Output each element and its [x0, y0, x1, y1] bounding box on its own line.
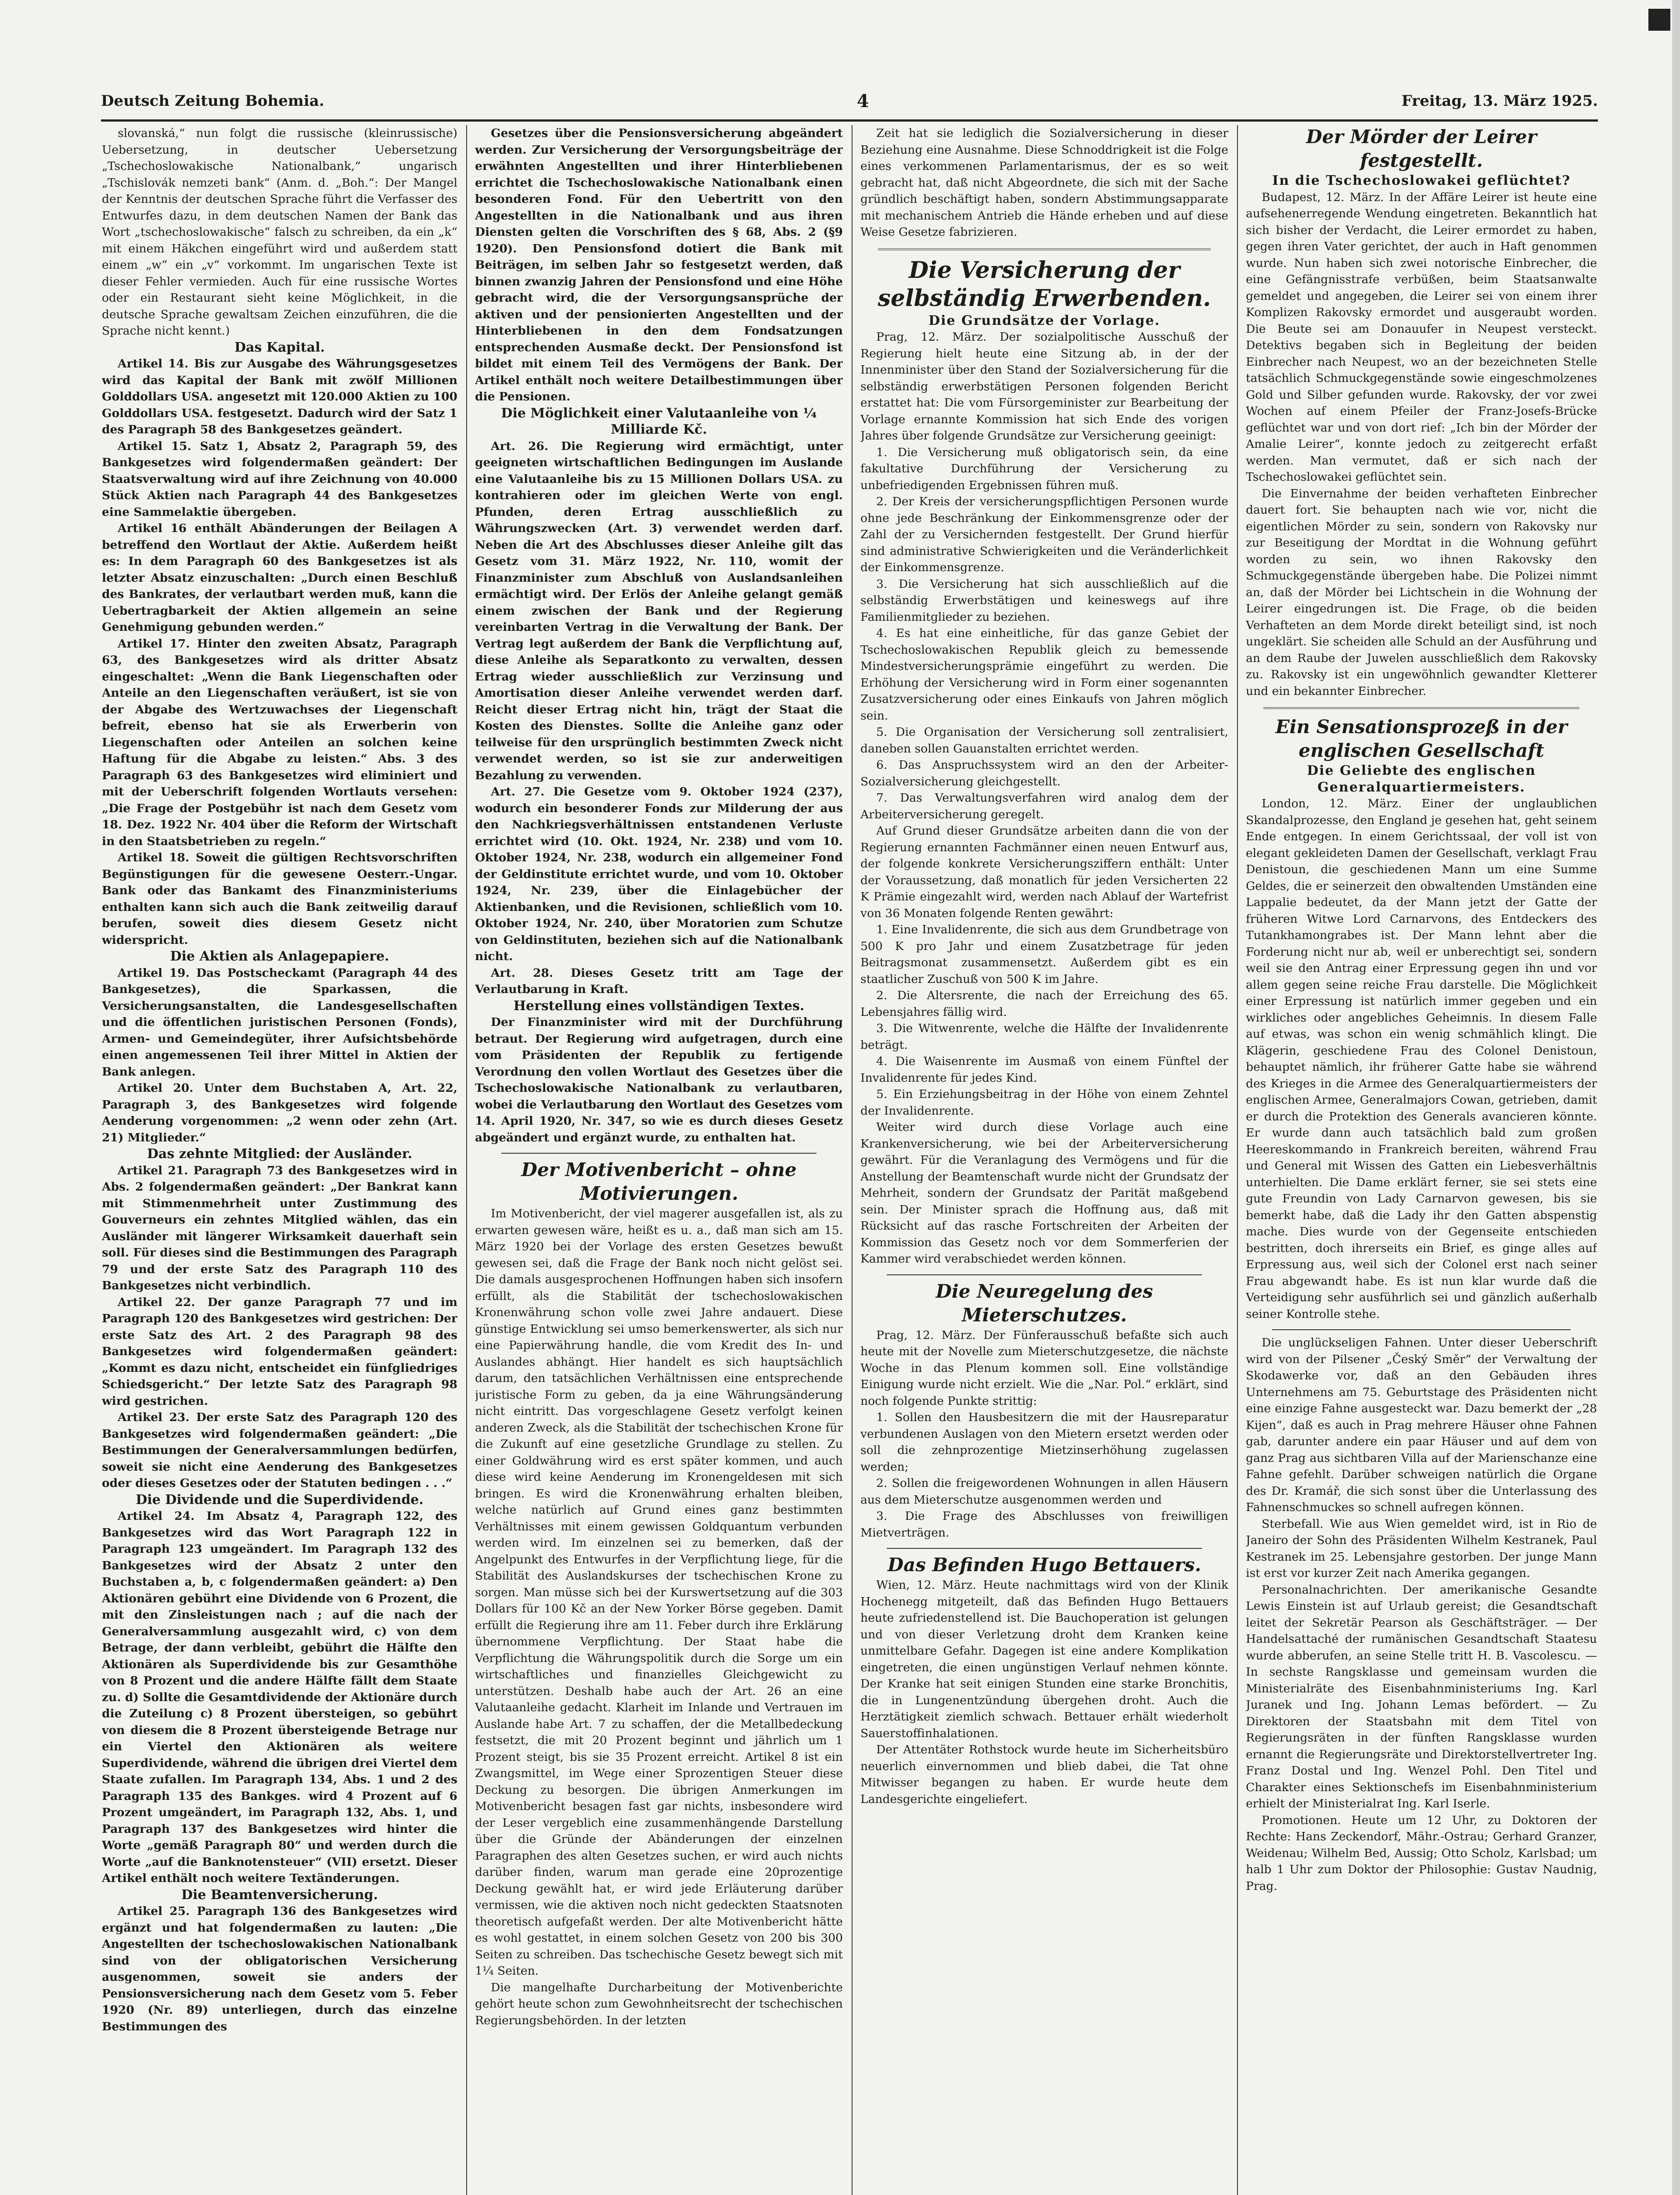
article-paragraph: Artikel 19. Das Postscheckamt (Paragraph 44 des Bankgesetzes), die Sparkassen, die Versicherungsanstalten, die Landesgesellschaften und die öffentlichen juristischen Personen (Fonds), Armen- und Gemeindegüter, ihrer Aufsichtsbehörde einen angemessenen Teil ihrer Mittel in Aktien der Bank anlegen. [102, 966, 457, 1079]
column-divider [466, 125, 467, 2195]
subheadline: In die Tschechoslowakei geflüchtet? [1272, 173, 1571, 188]
divider-line [887, 1548, 1202, 1549]
column-divider [852, 125, 853, 2195]
list-item: 3. Die Witwenrente, welche die Hälfte der Invalidenrente beträgt. [860, 1022, 1228, 1052]
divider-line [1272, 1329, 1571, 1330]
divider-line [501, 1153, 817, 1154]
issue-date: Freitag, 13. März 1925. [1401, 92, 1598, 110]
paragraph: Weiter wird durch diese Vorlage auch eine Krankenversicherung, wie bei der Arbeiterversicherung gewährt. Für die Veranlagung des Vermögens und für die Anstellung der Beamtenschaft wurde nicht der Grundsatz der Mehrheit, sondern der Grundsatz der Parität maßgebend sein. Der Minister sprach die Hoffnung aus, daß mit Rücksicht auf das rasche Fortschreiten der Arbeiten der Kommission das Gesetz noch vor dem Sommerferien der Kammer wird verabschiedet werden können. [860, 1120, 1228, 1266]
article-paragraph: Art. 28. Dieses Gesetz tritt am Tage der Verlautbarung in Kraft. [475, 966, 843, 996]
headline-mieterschutz: Die Neuregelung des Mieterschutzes. [935, 1280, 1153, 1326]
paragraph: Die unglückseligen Fahnen. Unter dieser Ueberschrift wird von der Pilsener „Český Směr“ der Verwaltung der Skodawerke vor, daß an den Gebäuden ihres Unternehmens am 75. Geburtstage des Präsidenten nicht eine einzige Fahne ausgesteckt war. Dazu bemerkt der „28 Kijen“, daß es auch in Prag mehrere Häuser ohne Fahnen gab, darunter andere ein paar Häuser und auf dem von ganz Prag aus sichtbaren Villa auf der Marienschanze eine Fahne gefehlt. Darüber schweigen natürlich die Organe des Dr. Kramář, die sich sonst über die Unterlassung des Fahnenschmuckes so schnell aufregen können. [1246, 1336, 1597, 1514]
paragraph: Der Attentäter Rothstock wurde heute im Sicherheitsbüro neuerlich einvernommen und blieb dabei, die Tat ohne Mitwisser begangen zu haben. Er wurde heute dem Landesgerichte eingeliefert. [860, 1743, 1228, 1806]
article-paragraph: Der Finanzminister wird mit der Durchführung betraut. Der Regierung wird aufgetragen, durch eine vom Präsidenten der Republik zu fertigende Verordnung den vollen Wortlaut des Gesetzes über die Tschechoslowakische Nationalbank zu verlautbaren, wobei die Verlautbarung den Wortlaut des Gesetzes vom 14. April 1920, Nr. 347, so wie es durch dieses Gesetz abgeändert und ergänzt wurde, zu enthalten hat. [475, 1015, 843, 1144]
column-divider [1237, 125, 1238, 2195]
paragraph: Prag, 12. März. Der sozialpolitische Ausschuß der Regierung hielt heute eine Sitzung ab, in der der Innenminister über den Stand der Sozialversicherung für die selbständig erwerbstätigen Personen folgenden Bericht erstattet hat: Die vom Fürsorgeminister zur Bearbeitung der Vorlage ernannte Kommission hat sich Ende des vorigen Jahres über folgende Grundsätze zur Versicherung geeinigt: [860, 330, 1228, 443]
article-paragraph: Gesetzes über die Pensionsversicherung abgeändert werden. Zur Versicherung der Versorgungsbeiträge der erwähnten Angestellten und ihrer Hinterbliebenen errichtet die Tschechoslowakische Nationalbank einen besonderen Fond. Für den Uebertritt von den Angestellten in die Nationalbank und aus ihren Diensten gelten die Vorschriften des § 68, Abs. 2 (§9 1920). Den Pensionsfond dotiert die Bank mit Beiträgen, im selben Jahr so festgesetzt werden, daß binnen zwanzig Jahren der Pensionsfond und eine Höhe gebracht wird, die der Versorgungsansprüche der aktiven und der pensionierten Angestellten und der Hinterbliebenen in den dem Fondsatzungen entsprechenden Ausmaße deckt. Der Pensionsfond ist bildet mit einem Teil des Vermögens der Bank. Der Artikel enthält noch weitere Detailbestimmungen über die Pensionen. [475, 126, 843, 403]
section-heading: Die Möglichkeit einer Valutaanleihe von ¼ Milliarde Kč. [501, 405, 817, 437]
section-heading: Das zehnte Mitglied: der Ausländer. [147, 1146, 413, 1162]
subheadline: Die Geliebte des englischen Generalquartiermeisters. [1307, 763, 1536, 795]
paragraph: slovanská,“ nun folgt die russische (kleinrussische) Uebersetzung, in deutscher Uebersetzung „Tschechoslowakische Nationalbank,“ ungarisch „Tschislovák nemzeti bank“ (Anm. d. „Boh.“: Der Mangel der Kenntnis der deutschen Sprache führt die Verfasser des Entwurfes dazu, in dem deutschen Namen der Bank das Wort „tschechoslowakische“ falsch zu schreiben, da ein „k“ mit einem Häkchen eingeführt wird und außerdem statt einem „w“ ein „v“ vorkommt. Im ungarischen Texte ist dieser Fehler vermieden. Auch für eine russische Wortes oder ein Restaurant sieht keine Möglichkeit, in die deutsche Sprache gewaltsam Zeichen einzuführen, die die Sprache nicht kennt.) [102, 126, 457, 338]
headline-sensationsprozess: Ein Sensationsprozeß in der englischen Gesellschaft [1275, 716, 1568, 761]
article-paragraph: Art. 26. Die Regierung wird ermächtigt, unter geeigneten wirtschaftlichen Bedingungen im Auslande eine Valutaanleihe bis zu 15 Millionen Dollars USA. zu kontrahieren oder im gleichen Werte von engl. Pfunden, deren Ertrag ausschließlich zu Währungszwecken (Art. 3) verwendet werden darf. Neben die Art des Abschlusses dieser Anleihe gilt das Gesetz vom 31. März 1922, Nr. 110, womit der Finanzminister zum Abschluß von Auslandsanleihen ermächtigt wird. Der Erlös der Anleihe gelangt gemäß einem zwischen der Bank und der Regierung vereinbarten Vertrag in die Verwaltung der Bank. Der Vertrag legt außerdem der Bank die Verpflichtung auf, diese Anleihe als Separatkonto zu verwalten, dessen Ertrag wieder ausschließlich zur Verzinsung und Amortisation dieser Anleihe verwendet werden darf. Reicht dieser Ertrag nicht hin, trägt der Staat die Kosten des Dienstes. Sollte die Anleihe ganz oder teilweise für den ursprünglich bestimmten Zweck nicht verwendet werden, so ist sie zur anderweitigen Bezahlung zu verwenden. [475, 439, 843, 782]
paragraph: Prag, 12. März. Der Fünferausschuß befaßte sich auch heute mit der Novelle zum Mieterschutzgesetze, die nächste Woche in das Plenum kommen soll. Eine vollständige Einigung wurde nicht erzielt. Wie die „Nar. Pol.“ erklärt, sind noch folgende Punkte strittig: [860, 1328, 1228, 1408]
divider-line [1263, 707, 1579, 709]
list-item: 2. Der Kreis der versicherungspflichtigen Personen wurde ohne jede Beschränkung der Einkommensgrenze oder der Zahl der zu Versichernden festgestellt. Der Grund hierfür sind administrative Schwierigkeiten und die Veränderlichkeit der Einkommensgrenze. [860, 495, 1228, 574]
paragraph: Wien, 12. März. Heute nachmittags wird von der Klinik Hochenegg mitgeteilt, daß das Befinden Hugo Bettauers heute zufriedenstellend ist. Die Bauchoperation ist gelungen und von dieser Verletzung droht dem Kranken keine unmittelbare Gefahr. Dagegen ist eine andere Komplikation eingetreten, die einen ungünstigen Verlauf nehmen könnte. Der Kranke hat seit einigen Stunden eine starke Bronchitis, die in Lungenentzündung übergehen droht. Auch die Herztätigkeit ziemlich schwach. Bettauer erhält wiederholt Sauerstoffinhalationen. [860, 1578, 1228, 1740]
article-paragraph: Artikel 17. Hinter den zweiten Absatz, Paragraph 63, des Bankgesetzes wird als dritter Absatz eingeschaltet: „Wenn die Bank Liegenschaften oder Anteile an den Liegenschaften veräußert, ist sie von der Abgabe des Wertzuwachses der Liegenschaft befreit, ebenso hat sie als Erwerberin von Liegenschaften oder Anteilen an solchen keine Haftung für die Abgabe zu leisten.“ Abs. 3 des Paragraph 63 des Bankgesetzes wird eliminiert und mit der Ueberschrift folgenden Wortlauts versehen: „Die Frage der Postgebühr ist nach dem Gesetz vom 18. Dez. 1922 Nr. 404 über die Reform der Wirtschaft in den Staatsbetrieben zu regeln.“ [102, 637, 457, 848]
column-2 [475, 125, 843, 2195]
list-item: 1. Die Versicherung muß obligatorisch sein, da eine fakultative Durchführung der Versicherung zu unbefriedigenden Ergebnissen führen muß. [860, 445, 1228, 492]
header-rule [101, 119, 1598, 122]
page-header [101, 86, 1598, 116]
paragraph: Sterbefall. Wie aus Wien gemeldet wird, ist in Rio de Janeiro der Sohn des Präsidenten Wilhelm Kestranek, Paul Kestranek im 25. Lebensjahre gestorben. Der junge Mann ist erst vor kurzer Zeit nach Amerika gegangen. [1246, 1517, 1597, 1580]
paragraph: Budapest, 12. März. In der Affäre Leirer ist heute eine aufsehenerregende Wendung eingetreten. Bekanntlich hat sich bisher der Verdacht, die Leirer ermordet zu haben, gegen ihren Vater gerichtet, der auch in Haft genommen wurde. Nun haben sich zwei notorische Einbrecher, die eine Gefängnisstrafe verbüßen, beim Staatsanwalte gemeldet und angegeben, die Leirer sei von einem ihrer Komplizen Rakovsky ermordet und ausgeraubt worden. Die Beute sei am Donauufer in Neupest versteckt. Detektivs begaben sich in Begleitung der beiden Einbrecher nach Neupest, wo an der bezeichneten Stelle tatsächlich Schmuckgegenstände sowie eingeschmolzenes Gold und Silber gefunden wurde. Rakovsky, der vor zwei Wochen auf einem Pfeiler der Franz-Josefs-Brücke geflüchtet war und von dort rief: „Ich bin der Mörder der Amalie Leirer“, konnte jedoch zu zeitgerecht erfaßt werden. Man vermutet, daß er sich nach der Tschechoslowakei geflüchtet sein. [1246, 190, 1597, 484]
scan-binding-edge [1672, 0, 1680, 2195]
divider-line [887, 1274, 1202, 1275]
list-item: 5. Die Organisation der Versicherung soll zentralisiert, daneben sollen Gauanstalten errichtet werden. [860, 725, 1228, 756]
list-item: 3. Die Frage des Abschlusses von freiwilligen Mietverträgen. [860, 1509, 1228, 1540]
paragraph: Die mangelhafte Durcharbeitung der Motivenberichte gehört heute schon zum Gewohnheitsrecht der tschechischen Regierungsbehörden. In der letzten [475, 1980, 843, 2027]
list-item: 4. Es hat eine einheitliche, für das ganze Gebiet der Tschechoslowakischen Republik gleich zu bemessende Mindestversicherungsprämie eingeführt zu werden. Die Erhöhung der Versicherung wird in Form einer sogenannten Zusatzversicherung oder eines Einkaufs von Jahren möglich sein. [860, 626, 1228, 723]
paragraph: Personalnachrichten. Der amerikanische Gesandte Lewis Einstein ist auf Urlaub gereist; die Gesandtschaft leitet der Sekretär Pearson als Geschäftsträger. — Der Handelsattaché der rumänischen Gesandtschaft Staatesu wurde abberufen, an seine Stelle tritt H. B. Vascolescu. — In sechste Rangsklasse und gemeinsam wurden die Ministerialräte des Eisenbahnministeriums Ing. Karl Juranek und Ing. Johann Lemas befördert. — Zu Direktoren der Staatsbahn mit dem Titel von Regierungsräten in der fünften Rangsklasse wurden ernannt die Regierungsräte und Direktorstellvertreter Ing. Franz Dostal und Ing. Wenzel Pohl. Den Titel und Charakter eines Sektionschefs im Eisenbahnministerium erhielt der Ministerialrat Ing. Karl Iserle. [1246, 1583, 1597, 1810]
column-3 [860, 125, 1228, 2195]
paragraph: Im Motivenbericht, der viel magerer ausgefallen ist, als zu erwarten gewesen wäre, heißt es u. a., daß man sich am 15. März 1920 bei der Vorlage des ersten Gesetzes bewußt gewesen sei, daß die Frage der Bank noch nicht gelöst sei. Die damals ausgesprochenen Hoffnungen haben sich insofern erfüllt, als die Stabilität der tschechoslowakischen Kronenwährung schon volle zwei Jahre andauert. Diese günstige Entwicklung sei umso bemerkenswerter, als sich nur eine Papierwährung handle, die vom Kredit des In- und Auslandes abhängt. Hier handelt es sich hauptsächlich darum, den tatsächlichen Verhältnissen eine entsprechende juristische Form zu geben, da ja eine Währungsänderung nicht eintritt. Das vorgeschlagene Gesetz verfolgt keinen anderen Zweck, als die Stabilität der tschechischen Krone für die Zukunft auf eine gesetzliche Grundlage zu stellen. Zu einer Goldwährung wird es erst später kommen, und auch diese wird keine Aenderung im Kronengeldesen mit sich bringen. Es wird die Kronenwährung erhalten bleiben, welche natürlich auf Grund eines ganz bestimmten Verhältnisses mit einem gewissen Goldquantum verbunden werden wird. Im einzelnen sei zu bemerken, daß der Angelpunkt des Entwurfes in der Verpflichtung liege, für die Stabilität des Auslandskurses der tschechischen Krone zu sorgen. Man müsse sich bei der Kurswertsetzung auf die 303 Dollars für 100 Kč an der New Yorker Börse gegeben. Damit erfüllt die Regierung ihre am 11. Feber durch ihre Erklärung übernommene Verpflichtung. Der Staat habe die Verpflichtung die Währungspolitik durch die Sorge um ein wirtschaftliches und finanzielles Gleichgewicht zu unterstützen. Deshalb habe auch der Art. 26 an eine Valutaanleihe gedacht. Klarheit im Inlande und Vertrauen im Auslande habe Art. 7 zu schaffen, der die Metallbedeckung festsetzt, die mit 20 Prozent beginnt und jährlich um 1 Prozent steigt, bis sie 35 Prozent erreicht. Artikel 8 ist ein Zwangsmittel, im Wege einer Sprozentigen Steuer diese Deckung zu besorgen. Die übrigen Anmerkungen im Motivenbericht besagen fast gar nichts, insbesondere wird der Leser vergeblich eine zusammenhängende Darstellung über die Gründe der Abänderungen der einzelnen Paragraphen des alten Gesetzes suchen, er wird auch nichts darüber finden, warum man gerade eine 20prozentige Deckung gewählt hat, er wird jede Erläuterung darüber vermissen, wie die aktiven noch nicht gedeckten Staatsnoten theoretisch aufgefaßt werden. Der alte Motivenbericht hätte es wohl gestattet, in einem solchen Gesetz von 200 bis 300 Seiten zu schreiben. Das tschechische Gesetz bewegt sich mit 1¼ Seiten. [475, 1207, 843, 1978]
section-heading: Die Beamtenversicherung. [181, 1887, 378, 1903]
list-item: 5. Ein Erziehungsbeitrag in der Höhe von einem Zehntel der Invalidenrente. [860, 1087, 1228, 1118]
article-paragraph: Artikel 14. Bis zur Ausgabe des Währungsgesetzes wird das Kapital der Bank mit zwölf Millionen Golddollars USA. angesetzt mit 120.000 Aktien zu 100 Golddollars USA. festgesetzt. Dadurch wird der Satz 1 des Paragraph 58 des Bankgesetzes geändert. [102, 357, 457, 436]
list-item: 1. Sollen den Hausbesitzern die mit der Hausreparatur verbundenen Auslagen von den Mietern ersetzt werden oder soll die zehnprozentige Mietzinserhöhung zugelassen werden; [860, 1411, 1228, 1474]
article-paragraph: Artikel 21. Paragraph 73 des Bankgesetzes wird in Abs. 2 folgendermaßen geändert: „Der Bankrat kann mit Stimmenmehrheit unter Zustimmung des Gouverneurs ein zehntes Mitglied wählen, das ein Ausländer mit längerer Wirksamkeit dauerhaft sein soll. Für dieses sind die Bestimmungen des Paragraph 79 und der erste Satz des Paragraph 110 des Bankgesetzes nicht verbindlich. [102, 1163, 457, 1292]
article-paragraph: Artikel 20. Unter dem Buchstaben A, Art. 22, Paragraph 3, des Bankgesetzes wird folgende Aenderung vorgenommen: „2 wenn oder zehn (Art. 21) Mitglieder.“ [102, 1081, 457, 1144]
paragraph: London, 12. März. Einer der unglaublichen Skandalprozesse, den England je gesehen hat, geht seinem Ende entgegen. In einem Gerichtssaal, der voll ist von elegant gekleideten Damen der Gesellschaft, verklagt Frau Denistoun, die geschiedenen Mann um eine Summe Geldes, die er seinerzeit den obwaltenden Umständen eine Lappalie bedeutet, da der Mann jetzt der Gatte der früheren Witwe Lord Carnarvons, des Entdeckers des Tutankhamongrabes ist. Der Mann lehnt aber die Forderung nicht nur ab, weil er unberechtigt sei, sondern weil sie den Antrag einer Erpressung gegen ihn und vor allem gegen seine reiche Frau darstelle. Die Möglichkeit einer Erpressung ist natürlich immer gegeben und ein wirkliches oder angebliches Geheimnis. In diesem Falle auf etwas, was schon ein wenig schmählich klingt. Die Klägerin, geschiedene Frau des Colonel Denistoun, behauptet nämlich, ihr früherer Gatte habe sie während des Krieges in die Armee des Generalquartiermeisters der englischen Armee, Generalmajors Cowan, getrieben, damit er durch die Protektion des Generals avancieren könnte. Er wurde dann auch tatsächlich bald zum großen Heereskommando in Frankreich bereiten, während Frau und General mit Wissen des Gatten ein Liebesverhältnis unterhielten. Die Dame erklärt ferner, sie sei stets eine gute Freundin von Lady Carnarvon gewesen, bis sie bemerkt habe, daß die Lady ihr den Gatten abspenstig mache. Dies wurde von der Gegenseite entschieden bestritten, doch ihrerseits ein Brief, es ginge alles auf Erpressung aus, weil sich der Colonel erst nach seiner Frau abgewandt habe. Es ist nun klar wurde daß die Verteidigung sehr ausführlich sei und gänzlich außerhalb seiner Kontrolle stehe. [1246, 797, 1597, 1321]
list-item: 1. Eine Invalidenrente, die sich aus dem Grundbetrage von 500 K pro Jahr und einem Zusatzbetrage für jeden Beitragsmonat zusammensetzt. Außerdem gibt es ein staatlicher Zuschuß von 500 K im Jahre. [860, 923, 1228, 986]
newspaper-name: Deutsch Zeitung Bohemia. [101, 92, 324, 110]
paragraph: Auf Grund dieser Grundsätze arbeiten dann die von der Regierung ernannten Fachmänner einen neuen Entwurf aus, der folgende konkrete Versicherungsziffern enthält: Unter der Voraussetzung, daß monatlich für jeden Versicherten 22 K Prämie eingezahlt wird, werden nach Ablauf der Wartefrist von 36 Monaten folgende Renten gewährt: [860, 824, 1228, 920]
section-heading: Die Dividende und die Superdividende. [136, 1492, 424, 1508]
article-paragraph: Art. 27. Die Gesetze vom 9. Oktober 1924 (237), wodurch ein besonderer Fonds zur Milderung der aus den Nachkriegsverhältnissen entstandenen Verluste errichtet wird (10. Okt. 1924, Nr. 238) und vom 10. Oktober 1924, Nr. 238, wodurch ein allgemeiner Fond der Geldinstitute errichtet wurde, und vom 10. Oktober 1924, Nr. 239, über die Einlagebücher der Aktienbanken, und die Revisionen, schließlich vom 10. Oktober 1924, Nr. 240, über Moratorien zum Schutze von Geldinstituten, beziehen sich auf die Nationalbank nicht. [475, 785, 843, 963]
list-item: 2. Die Altersrente, die nach der Erreichung des 65. Lebensjahres fällig wird. [860, 989, 1228, 1019]
article-paragraph: Artikel 25. Paragraph 136 des Bankgesetzes wird ergänzt und hat folgendermaßen zu lauten: „Die Angestellten der tschechoslowakischen Nationalbank sind von der obligatorischen Versicherung ausgenommen, soweit sie anders der Pensionsversicherung nach dem Gesetz vom 5. Feber 1920 (Nr. 89) unterliegen, durch das einzelne Bestimmungen des [102, 1904, 457, 2033]
list-item: 2. Sollen die freigewordenen Wohnungen in allen Häusern aus dem Mieterschutze ausgenommen werden und [860, 1476, 1228, 1507]
article-paragraph: Artikel 18. Soweit die gültigen Rechtsvorschriften Begünstigungen für die gewesene Oesterr.-Ungar. Bank oder das Bankamt des Finanzministeriums enthalten kann sich auch die Bank zeitweilig darauf berufen, soweit dies diesem Gesetz nicht widerspricht. [102, 851, 457, 947]
list-item: 3. Die Versicherung hat sich ausschließlich auf die selbständig Erwerbstätigen und keineswegs auf ihre Familienmitglieder zu beziehen. [860, 577, 1228, 624]
article-paragraph: Artikel 22. Der ganze Paragraph 77 und im Paragraph 120 des Bankgesetzes wird gestrichen: Der erste Satz des Art. 2 des Paragraph 98 des Bankgesetzes wird folgendermaßen geändert: „Kommt es dazu nicht, entscheidet ein fünfgliedriges Schiedsgericht.“ Der letzte Satz des Paragraph 98 wird gestrichen. [102, 1295, 457, 1408]
article-paragraph: Artikel 23. Der erste Satz des Paragraph 120 des Bankgesetzes wird folgendermaßen geändert: „Die Bestimmungen der Generalversammlungen bedürfen, soweit sie nicht eine Aenderung des Bankgesetzes oder dieses Gesetzes oder der Statuten bedingen . . .“ [102, 1411, 457, 1490]
list-item: 7. Das Verwaltungsverfahren wird analog dem der Arbeiterversicherung geregelt. [860, 791, 1228, 821]
page-number: 4 [856, 90, 869, 112]
paragraph: Zeit hat sie lediglich die Sozialversicherung in dieser Beziehung eine Ausnahme. Diese Schnoddrigkeit ist die Folge eines verkommenen Parlamentarismus, der es so weit gebracht hat, daß nicht Abgeordnete, die sich mit der Sache gründlich beschäftigt haben, sondern Abstimmungsapparate mit mechanischem Antrieb die Hände erheben und auf diese Weise Gesetze fabrizieren. [860, 126, 1228, 239]
column-1 [102, 125, 457, 2195]
article-paragraph: Artikel 24. Im Absatz 4, Paragraph 122, des Bankgesetzes wird das Wort Paragraph 122 in Paragraph 123 umgeändert. Im Paragraph 132 des Bankgesetzes wird der Absatz 2 unter den Buchstaben a, b, c folgendermaßen geändert: a) Den Aktionären gebührt eine Dividende von 6 Prozent, die mit den Zinsleistungen nach ; auf die nach der Generalversammlung ausgezahlt wird, c) von dem Betrage, der dann verbleibt, gebührt die Hälfte den Aktionären als Superdividende bis zur Gesamthöhe von 8 Prozent und die andere Hälfte fällt dem Staate zu. d) Sollte die Gesamtdividende der Aktionäre durch die Zuteilung c) 8 Prozent übersteigen, so gebührt von diesem die 8 Prozent übersteigende Betrage nur ein Viertel den Aktionären als weitere Superdividende, während die übrigen drei Viertel dem Staate zufallen. Im Paragraph 134, Abs. 1 und 2 des Paragraph 135 des Bankges. wird 4 Prozent auf 6 Prozent umgeändert, im Paragraph 132, Abs. 1, und Paragraph 137 des Bankgesetzes wird hinter die Worte „gemäß Paragraph 80“ und werden durch die Worte „auf die Banknotensteuer“ (VII) ersetzt. Dieser Artikel enthält noch weitere Textänderungen. [102, 1509, 457, 1885]
headline-bettauer: Das Befinden Hugo Bettauers. [887, 1554, 1202, 1576]
paragraph: Promotionen. Heute um 12 Uhr, zu Doktoren der Rechte: Hans Zeckendorf, Mähr.-Ostrau; Gerhard Granzer, Weidenau; Wilhelm Bed, Aussig; Otto Scholz, Karlsbad; um halb 1 Uhr zum Doktor der Philosophie: Gustav Naudnig, Prag. [1246, 1813, 1597, 1893]
section-heading: Die Aktien als Anlagepapiere. [170, 949, 389, 964]
list-item: 6. Das Anspruchssystem wird an den der Arbeiter-Sozialversicherung gleichgestellt. [860, 758, 1228, 788]
list-item: 4. Die Waisenrente im Ausmaß von einem Fünftel der Invalidenrente für jedes Kind. [860, 1054, 1228, 1085]
article-paragraph: Artikel 15. Satz 1, Absatz 2, Paragraph 59, des Bankgesetzes wird folgendermaßen geändert: Der Staatsverwaltung wird auf ihre Zeichnung von 40.000 Stück Aktien nach Paragraph 44 des Bankgesetzes eine Sammelaktie übergeben. [102, 439, 457, 519]
column-4 [1246, 125, 1597, 2195]
section-heading: Das Kapital. [234, 339, 325, 355]
headline-moerder: Der Mörder der Leirer festgestellt. [1306, 126, 1537, 171]
paragraph: Die Einvernahme der beiden verhafteten Einbrecher dauert fort. Sie behaupten nach wie vor, nicht die eigentlichen Mörder zu sein, sondern von Rakovsky nur zur Beseitigung der Mordtat in die Wohnung geführt worden zu sein, wo ihnen Rakovsky den Schmuckgegenstände übergeben habe. Die Polizei nimmt an, daß der Mörder bei Lichtschein in die Wohnung der Leirer eingedrungen ist. Die Frage, ob die beiden Verhafteten an dem Morde direkt beteiligt sind, ist noch ungeklärt. Sie scheiden alle Schuld an der Ausführung und an dem Raube der Juwelen ausschließlich dem Rakovsky zu. Rakovsky ist ein ungewöhnlich gewandter Kletterer und ein bekannter Einbrecher. [1246, 486, 1597, 698]
subheadline: Die Grundsätze der Vorlage. [928, 313, 1160, 328]
headline-versicherung: Die Versicherung der selbständig Erwerbenden. [878, 256, 1211, 312]
scan-corner-mark [1648, 9, 1670, 31]
section-heading: Herstellung eines vollständigen Textes. [513, 998, 805, 1014]
article-paragraph: Artikel 16 enthält Abänderungen der Beilagen A betreffend den Wortlaut der Aktie. Außerdem heißt es: In dem Paragraph 60 des Bankgesetzes ist als letzter Absatz einzuschalten: „Durch einen Beschluß des Bankrates, der verlautbart werden muß, kann die Uebertragbarkeit der Aktien allgemein an seine Genehmigung gebunden werden.“ [102, 522, 457, 634]
divider-line [878, 248, 1211, 250]
headline-motivenbericht: Der Motivenbericht – ohne Motivierungen. [521, 1159, 797, 1204]
